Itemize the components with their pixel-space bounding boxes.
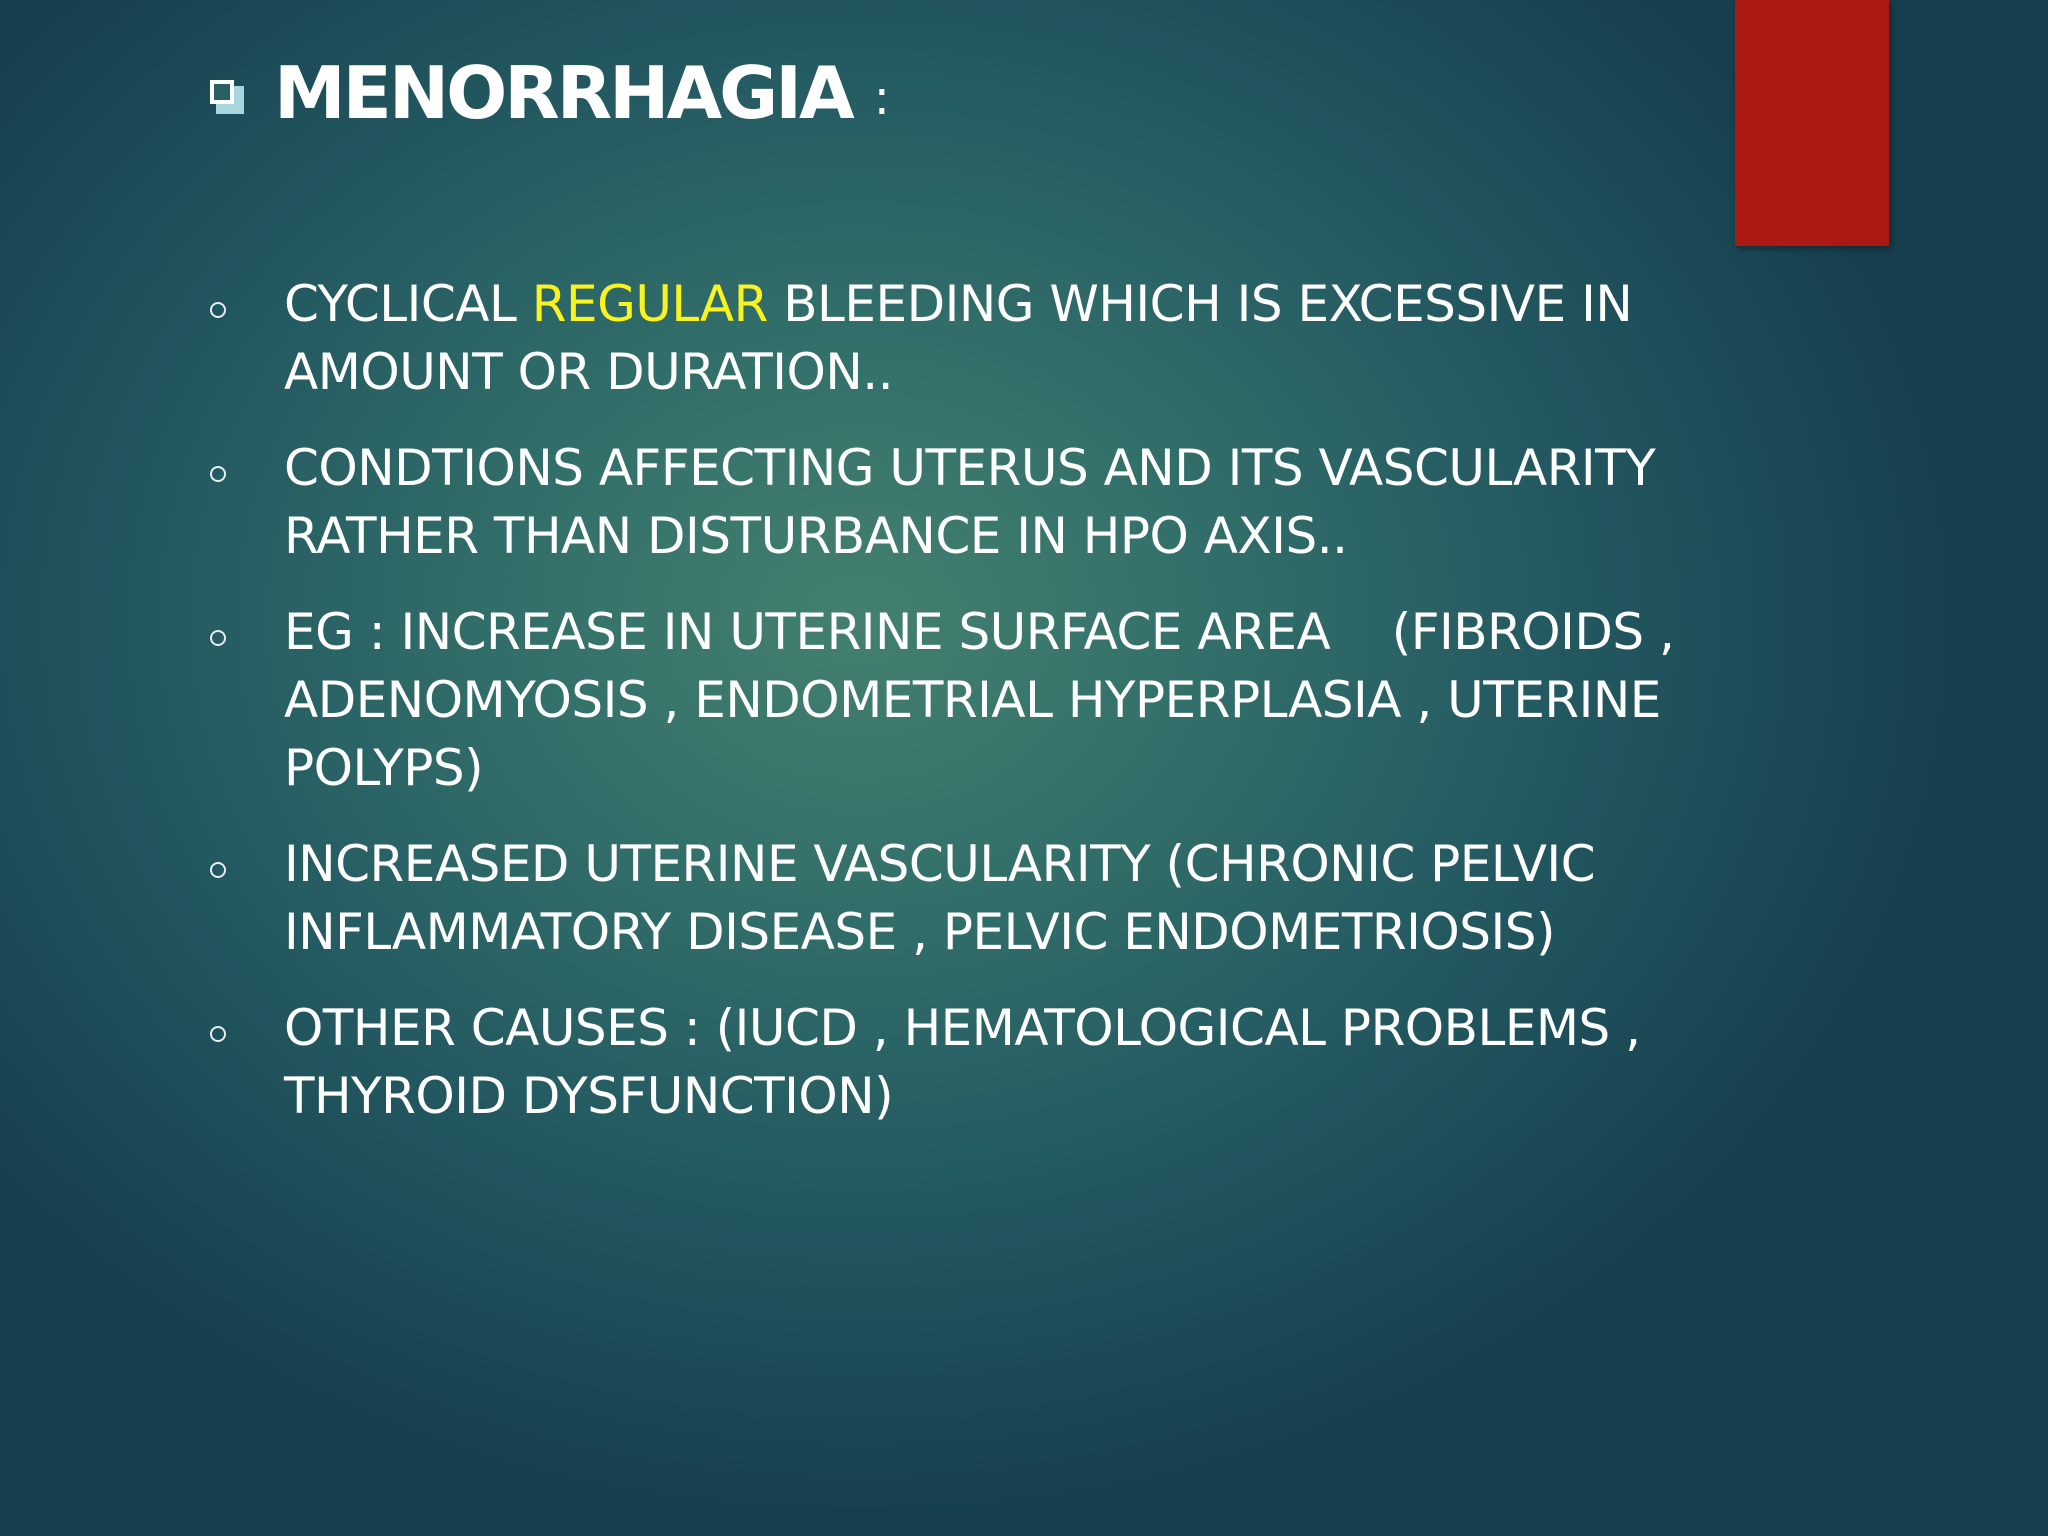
bullet-3-text: EG : INCREASE IN UTERINE SURFACE AREA (FIBROIDS , ADENOMYOSIS , ENDOMETRIAL HYPERPLASIA , UTERINE POLYPS) [284,603,1690,797]
slide-title-colon: : [873,70,890,126]
bullet-1-highlight: REGULAR [531,275,768,333]
square-bullet-icon [210,80,244,114]
circle-bullet-icon [210,1026,226,1042]
title-row [210,38,890,148]
bullet-list [206,270,1690,1158]
bullet-item-5 [206,994,1686,1130]
bullet-item-3 [206,598,1690,802]
circle-bullet-icon [210,630,226,646]
bullet-2-text: CONDTIONS AFFECTING UTERUS AND ITS VASCULARITY RATHER THAN DISTURBANCE IN HPO AXIS.. [284,439,1656,565]
circle-bullet-icon [210,302,226,318]
bullet-item-2 [206,434,1686,570]
bullet-item-4 [206,830,1686,966]
bullet-5-text: OTHER CAUSES : (IUCD , HEMATOLOGICAL PROBLEMS , THYROID DYSFUNCTION) [284,999,1641,1125]
bullet-1-text-before: CYCLICAL [284,275,532,333]
bullet-item-1 [206,270,1686,406]
bullet-4-text: INCREASED UTERINE VASCULARITY (CHRONIC PELVIC INFLAMMATORY DISEASE , PELVIC ENDOMETRIOSIS) [284,835,1596,961]
slide-title: MENORRHAGIA [274,51,852,135]
accent-bar [1735,0,1889,246]
circle-bullet-icon [210,862,226,878]
circle-bullet-icon [210,466,226,482]
bullet-1-text-after: BLEEDING WHICH IS EXCESSIVE IN AMOUNT OR DURATION.. [284,275,1633,401]
